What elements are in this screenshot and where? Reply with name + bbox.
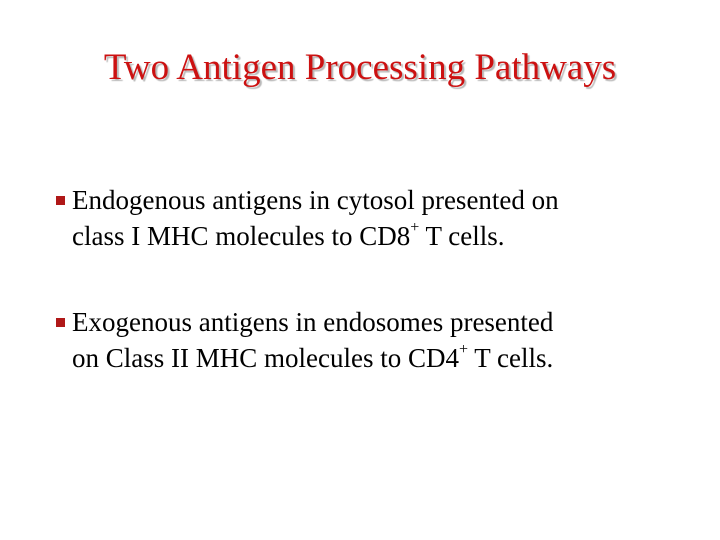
bullet-text (72, 182, 692, 254)
bullet-line-1: Exogenous antigens in endosomes presented (72, 307, 554, 337)
bullet-line-1: Endogenous antigens in cytosol presented on (72, 185, 559, 215)
bullet-text (72, 304, 692, 376)
bullet-line-2-main: on Class II MHC molecules to CD4 (72, 343, 459, 373)
square-bullet-icon (56, 318, 65, 327)
bullet-line-2-main: class I MHC molecules to CD8 (72, 221, 411, 251)
superscript-plus: + (410, 219, 420, 236)
square-bullet-icon (56, 196, 65, 205)
bullet-line-2 (72, 340, 692, 376)
bullet-line-2 (72, 218, 692, 254)
bullet-line-2-end: T cells. (419, 221, 505, 251)
slide-title: Two Antigen Processing Pathways (103, 47, 617, 88)
bullet-line-2-end: T cells. (468, 343, 554, 373)
superscript-plus: + (458, 341, 469, 358)
